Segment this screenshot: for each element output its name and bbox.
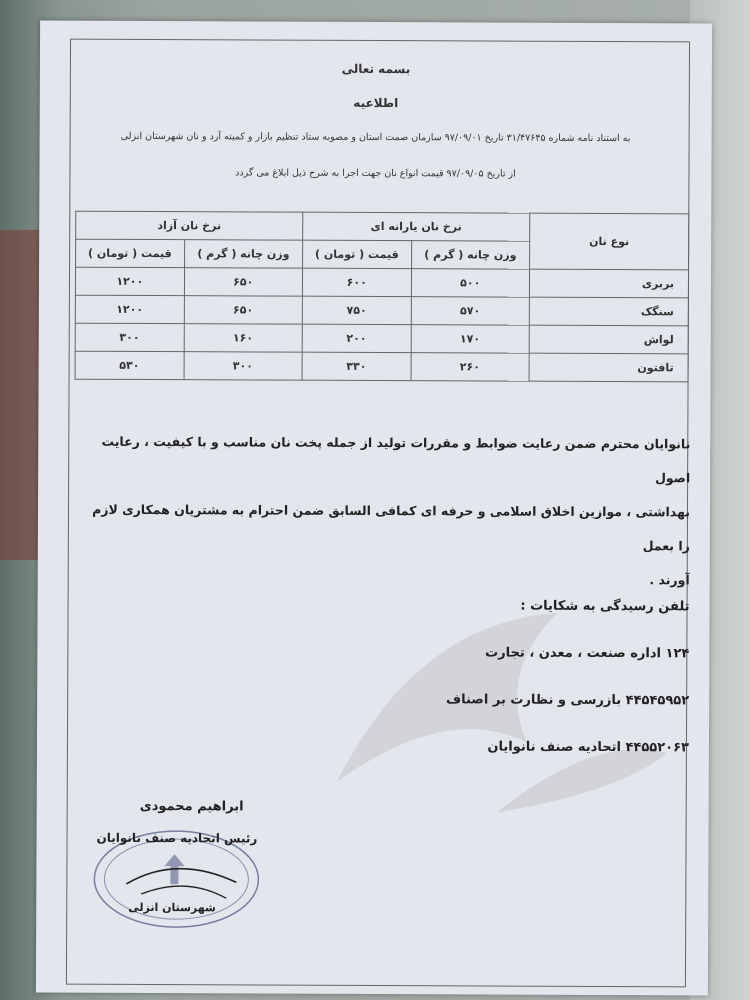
complaints-heading: تلفن رسیدگی به شکایات : [520,598,690,615]
table-row [75,351,688,382]
stamp-line-2: شهرستان انزلی [128,900,216,915]
subsidized-price: ۶۰۰ [302,268,411,296]
group-free: نرخ نان آزاد [76,211,303,240]
stamp-line-1: رئیس اتحادیه صنف نانوایان [96,830,258,846]
subsidized-price: ۲۰۰ [302,324,411,352]
sub-price-subsidized: قیمت ( تومان ) [303,240,412,268]
subsidized-price: ۷۵۰ [302,296,411,324]
subsidized-weight: ۵۰۰ [411,269,530,298]
group-subsidized: نرخ نان یارانه ای [303,212,530,241]
notice-title: اطلاعیه [353,95,399,111]
table-row [75,267,688,298]
sub-price-free: قیمت ( تومان ) [76,239,185,267]
subsidized-price: ۳۳۰ [302,352,411,380]
free-price: ۱۲۰۰ [75,295,184,323]
free-weight: ۳۰۰ [184,352,303,381]
bread-name: تافتون [529,353,688,382]
free-price: ۵۳۰ [75,351,184,379]
subsidized-weight: ۵۷۰ [411,297,530,326]
signatory-name: ابراهیم محمودی [139,798,244,815]
bread-name: لواش [529,325,688,354]
subsidized-weight: ۲۶۰ [411,353,530,382]
basmala: بسمه تعالی [341,61,411,77]
free-weight: ۶۵۰ [184,268,303,297]
sub-weight-free: وزن چانه ( گرم ) [184,240,303,269]
intro-line-2: از تاریخ ۹۷/۰۹/۰۵ قیمت انواع نان جهت اجرا به شرح ذیل ابلاغ می گردد [235,167,516,180]
subsidized-weight: ۱۷۰ [411,325,530,354]
notice-body [78,425,691,598]
complaint-phone-3: ۴۴۵۵۲۰۶۳ اتحادیه صنف نانوایان [487,739,689,756]
background-fabric [0,230,40,560]
bread-price-table [75,211,690,383]
complaint-phone-1: ۱۲۴ اداره صنعت ، معدن ، تجارت [485,645,690,662]
sub-weight-subsidized: وزن چانه ( گرم ) [411,241,530,270]
col-bread-type: نوع نان [530,213,689,270]
body-line-2: بهداشتی ، موازین اخلاق اسلامی و حرفه ای کمافی السابق ضمن احترام به مشتریان همکاری لازم را بعمل [92,501,691,554]
table-header-row [76,211,689,242]
intro-line-1: به استناد نامه شماره ۳۱/۴۷۶۴۵ تاریخ ۹۷/۰۹/۰۱ سازمان صمت استان و مصوبه ستاد تنظیم بازار و کمیته آرد و نان شهرستان انزلی [120,130,631,145]
free-price: ۱۲۰۰ [75,267,184,295]
complaint-phone-2: ۴۴۵۴۵۹۵۲ بازرسی و نظارت بر اصناف [446,692,690,709]
body-line-1: نانوایان محترم ضمن رعایت ضوابط و مقررات تولید از جمله پخت نان مناسب و با کیفیت ، رعایت اصول [101,433,691,486]
table-row [75,295,688,326]
notice-paper [36,21,712,996]
bread-name: بربری [529,269,688,298]
bread-name: سنگک [529,297,688,326]
free-weight: ۶۵۰ [184,296,303,325]
table-row [75,323,688,354]
body-line-3: آورند . [649,572,690,588]
free-weight: ۱۶۰ [184,324,303,353]
free-price: ۳۰۰ [75,323,184,351]
complaints-section [77,597,690,788]
